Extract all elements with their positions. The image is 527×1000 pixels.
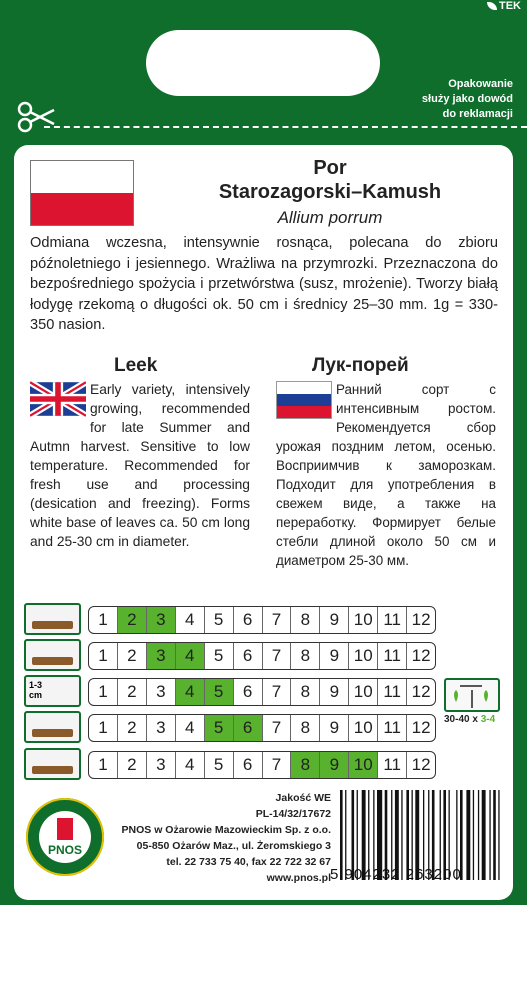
month-cell: 2: [118, 752, 147, 778]
calendar-row: [24, 751, 440, 779]
month-cell: 4: [176, 679, 205, 705]
description-pl: Odmiana wczesna, intensywnie rosnąca, polecana do zbioru późnoletniego i jesiennego. Wrażliwa na przymrozki. Przeznaczona do bezpośredniego spożycia i przetwórstwa (susz, mrożenie). Tworzy białą łodygę rzekomą o długości ok. 50 cm i średnicy 25–30 mm. 1g = 330-350 nasion.: [30, 235, 498, 333]
month-cell: 12: [411, 718, 431, 737]
month-cell: 10: [349, 752, 378, 778]
svg-text:PNOS: PNOS: [47, 843, 83, 857]
complaint-note: Opakowanie służy jako dowód do reklamacji: [421, 78, 513, 120]
sowing-depth-icon: [24, 675, 81, 707]
month-cells: [88, 642, 436, 670]
month-cell: 6: [234, 643, 263, 669]
month-cell: 6: [234, 715, 263, 741]
company-info: [122, 790, 331, 886]
barcode-number: 5 904232 263200: [330, 866, 462, 883]
product-latin: Allium porrum: [277, 208, 383, 227]
month-cell: 7: [263, 715, 292, 741]
calendar-row: [24, 642, 440, 670]
month-cell: 4: [176, 715, 205, 741]
month-cell: 6: [234, 607, 263, 633]
month-cell: 7: [263, 643, 292, 669]
month-cell: 11: [378, 752, 407, 778]
product-variety: Starozagorski–Kamush: [218, 181, 442, 203]
description-ru: Ранний сорт с интенсивным ростом. Рекомендуется сбор урожая поздним летом, осенью. Восприимчив к заморозкам. Подходит для употребления в свежем виде, а также на переработку. Формирует белые стебли длиной около 50 см и диаметром 25-30 мм.: [276, 382, 496, 568]
month-cell: 10: [349, 679, 378, 705]
month-cell: 2: [118, 643, 147, 669]
month-cell: 10: [349, 715, 378, 741]
month-cell: 3: [147, 679, 176, 705]
uk-flag-icon: [30, 381, 86, 417]
scissors-icon: [16, 100, 56, 134]
month-cell: 1: [89, 607, 118, 633]
greenhouse-sowing-icon: [24, 603, 81, 635]
month-cell: 2: [118, 607, 147, 633]
month-cell: 5: [205, 643, 234, 669]
month-cell: 1: [89, 643, 118, 669]
month-cell: 3: [147, 607, 176, 633]
planting-icon: [24, 711, 81, 743]
month-cell: 3: [147, 643, 176, 669]
month-cell: 11: [378, 607, 407, 633]
month-cell: 4: [176, 643, 205, 669]
calendar-row: [24, 714, 440, 742]
month-cell: 12: [411, 646, 431, 665]
cut-line: [44, 126, 527, 128]
month-cell: 6: [234, 752, 263, 778]
month-cell: 8: [291, 715, 320, 741]
month-cell: 9: [320, 607, 349, 633]
month-cell: 12: [411, 610, 431, 629]
registration-number: PL-14/32/17672: [255, 808, 331, 820]
month-cell: 3: [147, 715, 176, 741]
month-cell: 5: [205, 679, 234, 705]
company-address: 05-850 Ożarów Maz., ul. Żeromskiego 3: [136, 840, 331, 852]
month-cell: 2: [118, 715, 147, 741]
brand-mark: TEK: [487, 0, 521, 12]
month-cells: [88, 678, 436, 706]
month-cells: [88, 606, 436, 634]
poland-flag-icon: [30, 160, 134, 226]
quality-mark: Jakość WE: [275, 792, 331, 804]
month-cell: 9: [320, 715, 349, 741]
pnos-logo: [24, 796, 106, 878]
company-phone: tel. 22 733 75 40, fax 22 722 32 67: [166, 856, 331, 868]
month-cell: 9: [320, 752, 349, 778]
month-cell: 4: [176, 607, 205, 633]
month-cell: 10: [349, 643, 378, 669]
month-cell: 12: [411, 682, 431, 701]
company-name: PNOS w Ożarowie Mazowieckim Sp. z o.o.: [121, 824, 331, 836]
month-cell: 1: [89, 679, 118, 705]
plant-spacing-icon: [444, 678, 500, 712]
month-cell: 3: [147, 752, 176, 778]
month-cell: 6: [234, 679, 263, 705]
company-website: www.pnos.pl: [266, 872, 331, 884]
month-cell: 7: [263, 679, 292, 705]
seedbed-icon: [24, 639, 81, 671]
calendar-row: [24, 678, 440, 706]
month-cell: 8: [291, 752, 320, 778]
month-cell: 1: [89, 752, 118, 778]
month-cell: 7: [263, 752, 292, 778]
depth-label: 1-3 cm: [29, 680, 43, 700]
month-cell: 9: [320, 679, 349, 705]
month-cell: 8: [291, 607, 320, 633]
month-cell: 8: [291, 679, 320, 705]
leaf-icon: [487, 2, 497, 10]
product-title: Por: [313, 157, 347, 179]
month-cell: 9: [320, 643, 349, 669]
calendar-row: [24, 606, 440, 634]
month-cell: 4: [176, 752, 205, 778]
month-cell: 5: [205, 715, 234, 741]
month-cells: [88, 714, 436, 742]
month-cell: 11: [378, 679, 407, 705]
month-cell: 11: [378, 643, 407, 669]
harvest-basket-icon: [24, 748, 81, 780]
russia-flag-icon: [276, 381, 332, 419]
month-cell: 1: [89, 715, 118, 741]
month-cell: 7: [263, 607, 292, 633]
spacing-label: 30-40 x 3-4: [444, 714, 496, 725]
heading-en: Leek: [114, 355, 158, 376]
month-cell: 2: [118, 679, 147, 705]
month-cell: 10: [349, 607, 378, 633]
month-cell: 5: [205, 607, 234, 633]
month-cell: 8: [291, 643, 320, 669]
hang-tab: [146, 30, 380, 96]
description-en: Early variety, intensively growing, recommended for late Summer and Autmn harvest. Sensitive to low temperature. Recommended for fresh use and processing (desication and freezing). Forms white base of leaves ca. 50 cm long and 25-30 cm in diameter.: [30, 382, 250, 549]
month-cell: 11: [378, 715, 407, 741]
month-cell: 5: [205, 752, 234, 778]
month-cell: 12: [411, 755, 431, 774]
month-cells: [88, 751, 436, 779]
heading-ru: Лук-порей: [312, 355, 409, 376]
